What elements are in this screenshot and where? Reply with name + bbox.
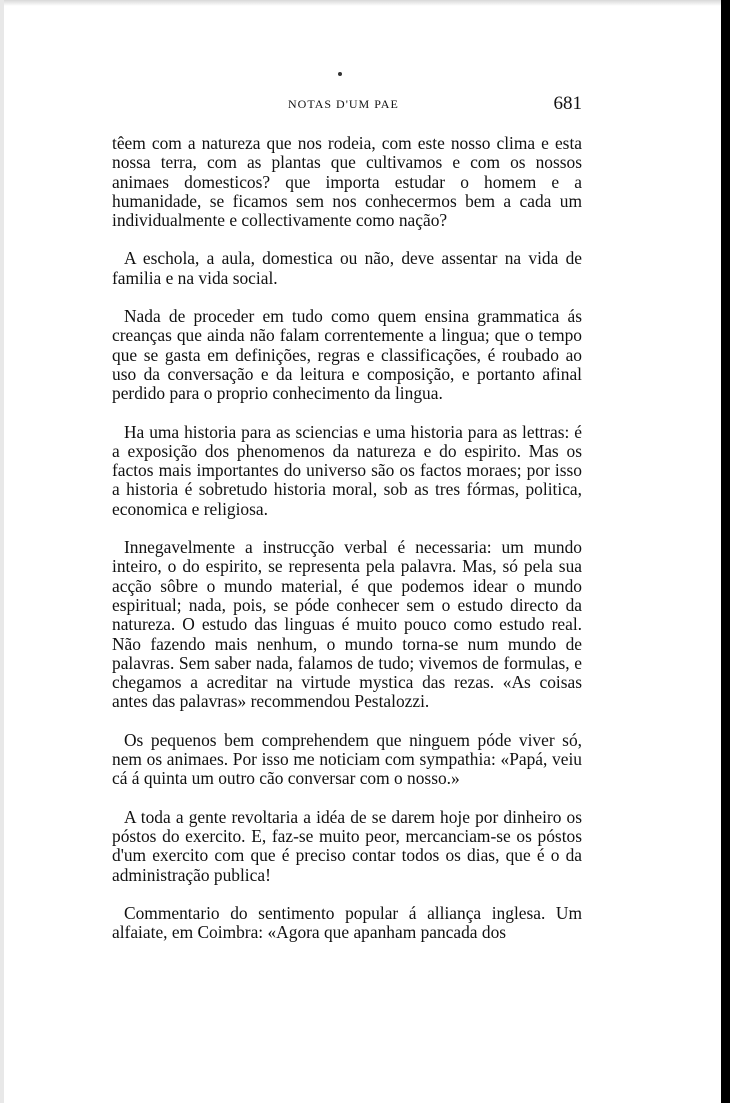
paragraph-postos: A toda a gente revoltaria a idéa de se darem hoje por dinheiro os póstos do exercito. E, faz-se muito peor, mercanciam-se os póstos d'um exercito com que é preciso contar todos os dias, que é o da administração publica! bbox=[112, 806, 582, 885]
page-header bbox=[112, 93, 582, 117]
paragraph-pequenos: Os pequenos bem comprehendem que ninguem póde viver só, nem os animaes. Por isso me noticiam com sympathia: «Papá, veiu cá á quinta um outro cão conversar com o nosso.» bbox=[112, 729, 582, 789]
page-number: 681 bbox=[553, 93, 582, 114]
ink-speck bbox=[338, 72, 342, 76]
paragraph-continued: têem com a natureza que nos rodeia, com este nosso clima e esta nossa terra, com as plantas que cultivamos e com os nossos animaes domesticos? que importa estudar o homem e a humanidade, se ficamos sem nos conhecermos bem a cada um individualmente e collectivamente como nação? bbox=[112, 133, 582, 231]
paragraph-instruccao: Innegavelmente a instrucção verbal é necessaria: um mundo inteiro, o do espirito, se representa pela palavra. Mas, só pela sua acção sôbre o mundo material, é que podemos idear o mundo espiritual; nada, pois, se póde conhecer sem o estudo directo da natureza. O estudo das linguas é muito pouco como estudo real. Não fazendo mais nenhum, o mundo torna-se num mundo de palavras. Sem saber nada, falamos de tudo; vivemos de formulas, e chegamos a acreditar na virtude mystica das rezas. «As coisas antes das palavras» recommendou Pestalozzi. bbox=[112, 537, 582, 712]
paragraph-commentario: Commentario do sentimento popular á alliança inglesa. Um alfaiate, em Coimbra: «Agora que apanham pancada dos bbox=[112, 902, 582, 943]
body-text bbox=[112, 134, 582, 942]
paragraph-grammatica: Nada de proceder em tudo como quem ensina grammatica ás creanças que ainda não falam correntemente a lingua; que o tempo que se gasta em definições, regras e classificações, é roubado ao uso da conversação e da leitura e composição, e portanto afinal perdido para o proprio conhecimento da lingua. bbox=[112, 306, 582, 404]
scan-right-border bbox=[721, 0, 730, 1103]
scan-left-edge bbox=[0, 0, 4, 1103]
running-head: NOTAS D'UM PAE bbox=[288, 97, 399, 111]
paragraph-eschola: A eschola, a aula, domestica ou não, deve assentar na vida de familia e na vida social. bbox=[112, 248, 582, 288]
scan-top-shadow bbox=[0, 0, 730, 6]
paragraph-historia: Ha uma historia para as sciencias e uma historia para as lettras: é a exposição dos phenomenos da natureza e do espirito. Mas os factos mais importantes do universo são os factos moraes; por isso a historia é sobretudo historia moral, sob as tres fórmas, politica, economica e religiosa. bbox=[112, 421, 582, 519]
